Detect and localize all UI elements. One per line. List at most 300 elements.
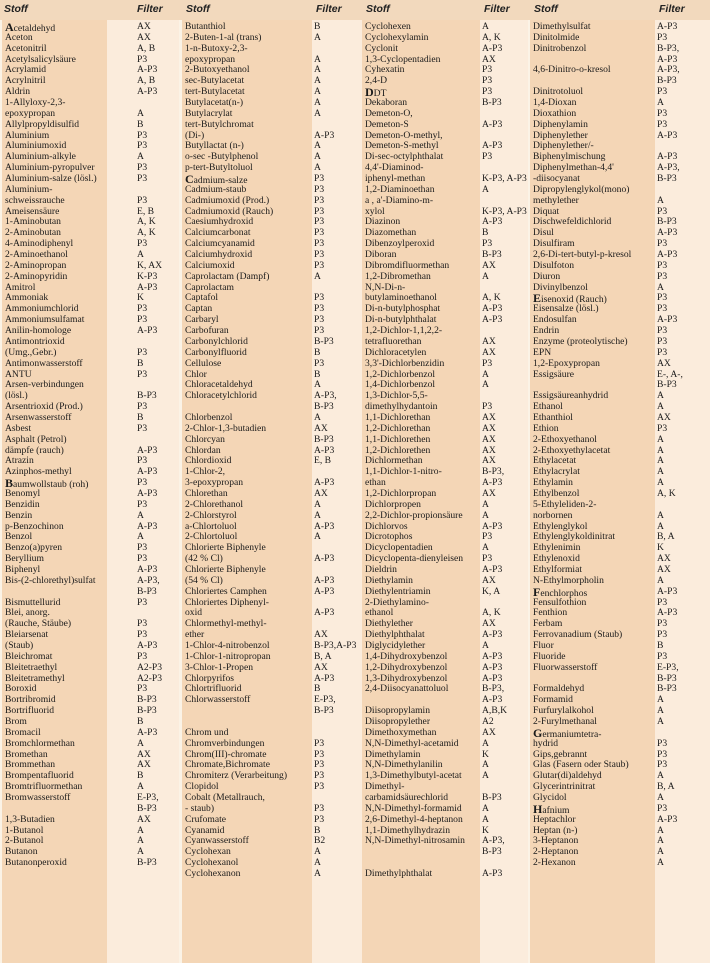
substance-name: Butanon (5, 846, 38, 858)
substance-name: Chlortrifluorid (185, 683, 242, 695)
table-row (182, 869, 362, 880)
substance-name: Ethylenoxid (533, 553, 580, 565)
substance-name: Acrylnitril (5, 75, 46, 87)
table-row (182, 44, 362, 55)
filter-code: K-P3, A-P3 (482, 205, 527, 217)
filter-code: P3 (137, 53, 148, 65)
substance-name: Carbaryl (185, 314, 219, 326)
filter-code: B (314, 21, 321, 32)
substance-name: Chlorethan (185, 487, 228, 499)
filter-code: A-P3 (314, 520, 335, 532)
filter-code: P3 (137, 162, 148, 174)
filter-code: B-P3 (482, 846, 502, 858)
substance-name: Formamid (533, 694, 573, 706)
substance-name: Dimethylamin (365, 748, 421, 760)
filter-code: P3 (482, 553, 493, 565)
substance-name: oxid (185, 607, 203, 619)
filter-code: A (314, 162, 321, 174)
substance-name: Ammoniumsulfamat (5, 314, 85, 326)
substance-name: Bromethan (5, 748, 48, 760)
filter-code: P3 (137, 238, 148, 250)
substance-name: epoxypropan (185, 53, 236, 65)
filter-code: A-P3 (657, 585, 678, 597)
filter-code: E-, A-, (657, 368, 683, 380)
substance-name: Chromverbindungen (185, 737, 265, 749)
substance-name: Chlordioxid (185, 455, 232, 467)
table-row (362, 359, 530, 370)
substance-name: Ethion (533, 422, 559, 434)
filter-code: A-P3 (482, 629, 503, 641)
filter-code: A-P3 (137, 64, 158, 76)
filter-code: A-P3 (137, 444, 158, 456)
substance-name: Chloracetylchlorid (185, 390, 257, 402)
substance-name: Bis-(2-chlorethyl)sulfat (5, 574, 96, 586)
substance-name: Chlorierte Biphenyle (185, 563, 266, 575)
substance-name: Ethanthiol (533, 411, 573, 423)
filter-code: B (482, 227, 489, 239)
substance-name: Butylacrylat (185, 107, 233, 119)
filter-code: K (137, 292, 144, 304)
filter-code: P3 (314, 227, 325, 239)
filter-code: A2 (482, 716, 494, 727)
filter-code: AX (482, 53, 496, 65)
substance-name: Benzidin (5, 498, 40, 510)
filter-code: AX (314, 661, 328, 673)
substance-name: Brompentafluorid (5, 770, 74, 782)
substance-name: Acetonitril (5, 42, 47, 54)
filter-code: P3 (482, 86, 493, 98)
substance-name: Di-n-butylphosphat (365, 303, 441, 315)
filter-code: A-P3 (314, 553, 335, 565)
filter-code: A-P3 (657, 227, 678, 239)
table-row (2, 348, 182, 359)
filter-code: P3 (314, 238, 325, 250)
table-row (182, 663, 362, 674)
substance-name: 2-Ethoxyethanol (533, 433, 597, 445)
substance-name: Aluminium-salze (lösl.) (5, 173, 97, 185)
filter-code: A-P3 (137, 86, 158, 98)
filter-code: B-P3 (657, 173, 677, 185)
filter-code: K-P3 (137, 270, 158, 282)
filter-code: A-P3 (137, 563, 158, 575)
table-row (2, 272, 182, 283)
table-row (530, 630, 710, 641)
filter-code: A (314, 53, 321, 65)
substance-name: Carbofuran (185, 325, 229, 337)
substance-name: Glutar(di)aldehyd (533, 770, 602, 782)
table-row (182, 815, 362, 826)
substance-name: 2,6-Di-tert-butyl-p-kresol (533, 249, 632, 261)
substance-name: Blei, anorg. (5, 607, 50, 619)
substance-name: 2-Aminoethanol (5, 249, 68, 261)
substance-name: butylaminoethanol (365, 292, 437, 304)
substance-name: Di-sec-octylphthalat (365, 151, 444, 163)
table-row (530, 337, 710, 348)
filter-code: A-P3 (657, 607, 678, 619)
filter-code: E-P3, (137, 792, 159, 804)
substance-name: Demeton-S (365, 118, 409, 130)
filter-code: A, K (657, 487, 676, 499)
substance-name: Dimethylphthalat (365, 868, 433, 880)
substance-name: Dischwefeldichlorid (533, 216, 612, 228)
table-row (530, 359, 710, 370)
filter-code: A-P3 (482, 650, 503, 662)
filter-code: P3 (314, 216, 325, 228)
substance-name: Ethylenglykol (533, 520, 588, 532)
filter-code: P3 (482, 64, 493, 76)
filter-code: A (482, 270, 489, 282)
substance-name: Aluminiumoxid (5, 140, 67, 152)
substance-name: Di-n-butylphthalat (365, 314, 437, 326)
filter-code: B (137, 716, 144, 727)
substance-name: p-tert-Butyltoluol (185, 162, 253, 174)
table-row (362, 836, 530, 847)
filter-code: P3 (314, 292, 325, 304)
substance-name: Dekaboran (365, 97, 408, 109)
filter-code: A (657, 835, 664, 847)
filter-code: P3 (657, 107, 668, 119)
substance-name: Germaniumtetra- (533, 725, 602, 740)
filter-code: B-P3 (314, 401, 334, 413)
filter-code: A-P3 (482, 477, 503, 489)
substance-name: (Umg.,Gebr.) (5, 346, 57, 358)
table-row (182, 391, 362, 402)
table-row (530, 739, 710, 750)
table-row (362, 196, 530, 207)
filter-code: A-P3, (657, 162, 680, 174)
table-row (182, 695, 362, 706)
filter-code: A (137, 249, 144, 261)
substance-name: Chlorcyan (185, 433, 225, 445)
filter-code: E, B (314, 455, 332, 467)
substance-name: Endrin (533, 325, 560, 337)
table-row (362, 869, 530, 880)
substance-name: - staub) (185, 802, 215, 814)
substance-name: Cyhexatin (365, 64, 405, 76)
table-column-4 (530, 22, 710, 869)
filter-code: P3 (657, 270, 668, 282)
substance-name: Benzo(a)pyren (5, 542, 63, 554)
filter-code: P3 (482, 401, 493, 413)
substance-name: Demeton-O, (365, 107, 413, 119)
filter-code: P3 (137, 140, 148, 152)
substance-name: 1-Aminobutan (5, 216, 61, 228)
substance-name: Formaldehyd (533, 683, 585, 695)
filter-code: P3 (482, 151, 493, 163)
substance-name: Endosulfan (533, 314, 577, 326)
filter-code: A (657, 401, 664, 413)
filter-code: B-P3,A-P3 (314, 639, 357, 651)
substance-name: Dinitrobenzol (533, 42, 587, 54)
substance-name: Cyclohexanon (185, 868, 241, 880)
filter-code: B-P3 (314, 433, 334, 445)
filter-code: P3 (314, 173, 325, 185)
substance-name: Chlorwasserstoff (185, 694, 251, 706)
substance-name: (Di-) (185, 129, 205, 141)
filter-code: B (137, 770, 144, 782)
filter-code: P3 (657, 748, 668, 760)
header-stoff: Stoff (366, 3, 390, 15)
filter-code: A (314, 509, 321, 521)
table-row (182, 587, 362, 598)
table-row (530, 511, 710, 522)
substance-name: p-Benzochinon (5, 520, 64, 532)
substance-name: Diphenylether (533, 129, 588, 141)
filter-code: P3 (314, 748, 325, 760)
filter-code: P3 (657, 650, 668, 662)
filter-code: A (314, 531, 321, 543)
filter-code: A (137, 151, 144, 163)
filter-code: A,B,K (482, 705, 508, 717)
filter-code: A (137, 824, 144, 836)
filter-code: A (482, 509, 489, 521)
substance-name: Dimethyl- (365, 781, 405, 793)
substance-name: Bromacil (5, 726, 41, 738)
filter-code: P3 (657, 205, 668, 217)
header-stoff: Stoff (186, 3, 210, 15)
substance-name: Diethylentriamin (365, 585, 431, 597)
filter-code: A (657, 97, 664, 109)
substance-name: Beryllium (5, 553, 44, 565)
filter-code: A-P3 (314, 129, 335, 141)
filter-code: A (314, 857, 321, 869)
filter-code: B (314, 824, 321, 836)
table-row (362, 815, 530, 826)
filter-code: P3 (657, 802, 668, 814)
filter-code: A (314, 97, 321, 109)
substance-name: tert-Butylchromat (185, 118, 254, 130)
substance-name: Cadmiumoxid (Rauch) (185, 205, 274, 217)
filter-code: A (482, 368, 489, 380)
substance-name: Glas (Fasern oder Staub) (533, 759, 629, 771)
filter-code: P3 (137, 303, 148, 315)
filter-code: P3 (137, 173, 148, 185)
filter-code: E, B (137, 205, 155, 217)
substance-name: 1,2-Epoxypropan (533, 357, 600, 369)
filter-code: AX (482, 335, 496, 347)
filter-code: P3 (314, 357, 325, 369)
filter-code: AX (137, 759, 151, 771)
substance-name: Ethylenglykoldinitrat (533, 531, 616, 543)
filter-code: A-P3 (482, 303, 503, 315)
substance-name: Diphenylmethan-4,4' (533, 162, 614, 174)
table-row (182, 739, 362, 750)
filter-code: P3 (314, 314, 325, 326)
filter-code: AX (137, 813, 151, 825)
substance-name: tetrafluorethan (365, 335, 422, 347)
filter-code: A (137, 781, 144, 793)
table-row (362, 739, 530, 750)
substance-name: N-Ethylmorpholin (533, 574, 604, 586)
substance-name: 2-Butoxyethanol (185, 64, 250, 76)
filter-code: A, B (137, 42, 156, 54)
filter-code: AX (657, 563, 671, 575)
substance-name: 1,2-Dichlor-1,1,2,2- (365, 325, 443, 337)
table-row (530, 815, 710, 826)
filter-code: B-P3 (137, 585, 157, 597)
table-row (2, 587, 182, 598)
substance-name: epoxypropan (5, 107, 56, 119)
filter-code: A, K (137, 216, 156, 228)
table-row (530, 196, 710, 207)
filter-code: A-P3 (482, 661, 503, 673)
substance-name: 1,1-Dichlor-1-nitro- (365, 466, 442, 478)
substance-name: 2-Aminobutan (5, 227, 61, 239)
substance-name: ether (185, 629, 205, 641)
substance-name: Benzin (5, 509, 33, 521)
substance-name: 1,1-Dichlorethen (365, 433, 431, 445)
filter-code: P3 (314, 259, 325, 271)
substance-name: 2,4-Diisocyanattoluol (365, 683, 449, 695)
substance-name: 1-Chlor-1-nitropropan (185, 650, 271, 662)
filter-code: A-P3 (657, 314, 678, 326)
filter-code: B-P3 (314, 705, 334, 717)
substance-name: Diisopropylamin (365, 705, 431, 717)
filter-code: A, K (482, 607, 501, 619)
filter-code: A (482, 498, 489, 510)
substance-name: 3-Heptanon (533, 835, 579, 847)
table-row (182, 511, 362, 522)
substance-name: iphenyl-methan (365, 173, 426, 185)
filter-code: P3 (137, 650, 148, 662)
filter-code: P3 (137, 422, 148, 434)
substance-name: Dibenzoylperoxid (365, 238, 435, 250)
substance-name: Cadmiumoxid (Prod.) (185, 194, 270, 206)
substance-name: Diethylamin (365, 574, 413, 586)
substance-name: Aluminium- (5, 183, 53, 195)
substance-name: sec-Butylacetat (185, 75, 245, 87)
table-row (2, 663, 182, 674)
substance-name: Asphalt (Petrol) (5, 433, 67, 445)
filter-code: A-P3 (657, 129, 678, 141)
filter-code: A-P3 (314, 607, 335, 619)
substance-name: o-sec -Butylphenol (185, 151, 259, 163)
substance-name: Aluminium-pyropulver (5, 162, 95, 174)
table-row (530, 663, 710, 674)
filter-code: A-P3 (314, 477, 335, 489)
filter-code: P3 (314, 813, 325, 825)
substance-name: Aluminium (5, 129, 50, 141)
filter-code: A (314, 379, 321, 391)
substance-name: a , a'-Diamino-m- (365, 194, 434, 206)
filter-code: A (137, 846, 144, 858)
table-row (182, 196, 362, 207)
filter-code: A (482, 770, 489, 782)
substance-name: Chlormethyl-methyl- (185, 618, 267, 630)
filter-code: B, A (314, 650, 332, 662)
substance-name: Dicyclopenta-dienyleisen (365, 553, 464, 565)
filter-code: P3 (657, 292, 668, 304)
substance-name: Butylacetat(n-) (185, 97, 244, 109)
substance-name: schweissrauche (5, 194, 65, 206)
header-filter: Filter (137, 3, 163, 15)
substance-name: 3,3'-Dichlorbenzidin (365, 357, 445, 369)
filter-code: P3 (482, 357, 493, 369)
substance-name: 1-Allyloxy-2,3- (5, 97, 66, 109)
substance-name: ethan (365, 477, 386, 489)
substance-name: Disulfoton (533, 259, 575, 271)
filter-code: AX (137, 748, 151, 760)
filter-code: A (314, 846, 321, 858)
filter-code: A-P3 (314, 574, 335, 586)
table-row (182, 598, 362, 609)
substance-name: Ferbam (533, 618, 563, 630)
substance-name: Aldrin (5, 86, 31, 98)
table-row (182, 163, 362, 174)
filter-code: AX (482, 574, 496, 586)
substance-name: Fensulfothion (533, 596, 587, 608)
substance-name: 2,6-Dimethyl-4-heptanon (365, 813, 463, 825)
substance-name: Bleiarsenat (5, 629, 49, 641)
filter-code: B (314, 683, 321, 695)
table-row (182, 435, 362, 446)
substance-name: Acetylsalicylsäure (5, 53, 76, 65)
filter-code: A (314, 107, 321, 119)
substance-name: Fluoride (533, 650, 566, 662)
substance-name: Cyclohexan (185, 846, 231, 858)
substance-name: 2-Chlorstyrol (185, 509, 237, 521)
substance-name: 2-Chlorethanol (185, 498, 244, 510)
substance-name: Fluor (533, 639, 554, 651)
substance-name: Dioxathion (533, 107, 577, 119)
substance-name: Dibromdifluormethan (365, 259, 450, 271)
filter-code: B-P3 (314, 335, 334, 347)
substance-name: (lösl.) (5, 390, 28, 402)
substance-name: Asbest (5, 422, 32, 434)
filter-code: AX (482, 487, 496, 499)
table-row (182, 706, 362, 717)
substance-name: dämpfe (rauch) (5, 444, 64, 456)
substance-name: Chloriertes Camphen (185, 585, 267, 597)
filter-code: P3 (137, 129, 148, 141)
filter-code: AX (137, 21, 151, 32)
filter-code: P3 (657, 238, 668, 250)
filter-code: A (482, 542, 489, 554)
filter-code: B (657, 639, 664, 651)
table-row (2, 435, 182, 446)
filter-code: AX (314, 629, 328, 641)
substance-name: Gips,gebrannt (533, 748, 588, 760)
filter-code: B2 (314, 835, 326, 847)
filter-code: A-P3 (657, 151, 678, 163)
table-row (2, 511, 182, 522)
substance-name: Diquat (533, 205, 560, 217)
filter-code: A-P3 (657, 249, 678, 261)
filter-code: A (314, 64, 321, 76)
substance-name: 2-Buten-1-al (trans) (185, 31, 262, 43)
filter-code: A (482, 813, 489, 825)
substance-name: Caprolactam (185, 281, 235, 293)
substance-name: N,N-Di-n- (365, 281, 406, 293)
substance-name: Aceton (5, 31, 33, 43)
filter-code: B, A (657, 531, 675, 543)
substance-name: Ammoniumchlorid (5, 303, 79, 315)
table-row (362, 435, 530, 446)
substance-name: Ethylbenzol (533, 487, 580, 499)
filter-code: A (482, 21, 489, 32)
table-row (362, 663, 530, 674)
substance-name: Demeton-O-methyl, (365, 129, 443, 141)
substance-name: Antimontrioxid (5, 335, 65, 347)
substance-name: (42 % Cl) (185, 553, 223, 565)
substance-name: Crufomate (185, 813, 227, 825)
substance-name: Ethylacetat (533, 455, 577, 467)
filter-code: A-P3 (657, 813, 678, 825)
table-row (182, 120, 362, 131)
filter-code: A (314, 270, 321, 282)
table-row (2, 196, 182, 207)
substance-name: Chrom und (185, 726, 229, 738)
